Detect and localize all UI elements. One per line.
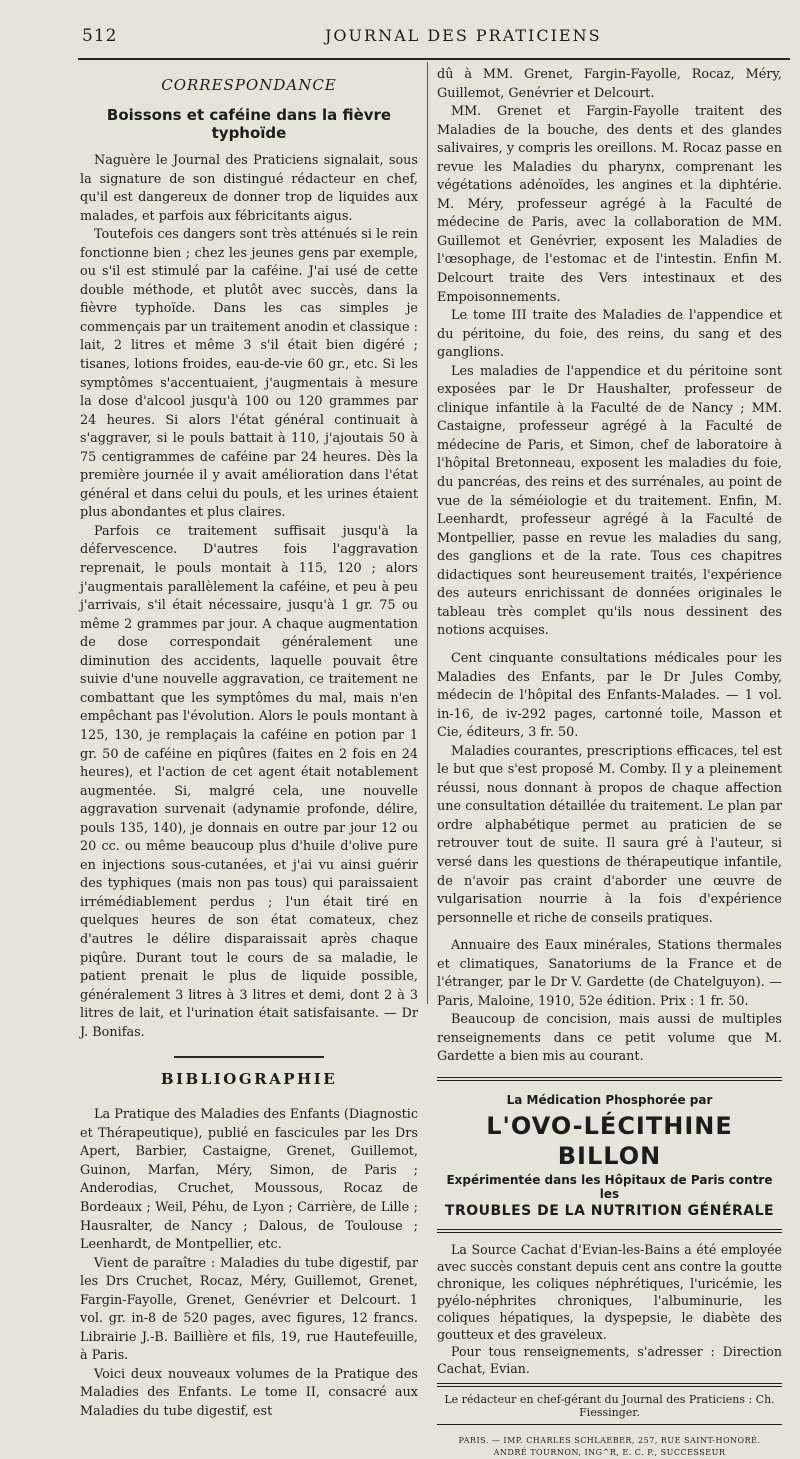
article-paragraph: Parfois ce traitement suffisait jusqu'à la défervescence. D'autres fois l'aggravation reprenait, le pouls montait à 115, 120 ; alors j'augmentais parallèlement la caféine, et peu à peu j'arrivais, s'il était nécessaire, jusqu'à 1 gr. 75 ou même 2 grammes par jour. A chaque augmentation de dose correspondait généralement une diminution des accidents, laquelle pouvait être suivie d'une nouvelle aggravation, ce traitement ne combattant que les symptômes du mal, mais n'en empêchant pas l'évolution. Alors le pouls montant à 125, 130, je remplaçais la caféine en potion par 1 gr. 50 de caféine en piqûres (faites en 2 fois en 24 heures), et l'action de cet agent était notablement augmentée. Si, malgré cela, une nouvelle aggravation survenait (adynamie profonde, délire, pouls 135, 140), je donnais en outre par jour 12 ou 20 cc. ou même beaucoup plus d'huile d'olive pure en injections sous-cutanées, et j'ai vu ainsi guérir des typhiques (mais non pas tous) qui paraissaient irrémédiablement perdus ; l'un était tiré en quelques heures de son état comateux, chez d'autres le délire disparaissait après chaque piqûre. Durant tout le cours de sa maladie, le patient prenait le plus de liquide possible, généralement 3 litres à 3 litres et demi, dont 2 à 3 litres de lait, et l'urination était satisfaisante. — Dr J. Bonifas. xyxy=(80,523,418,1040)
printer-line: PARIS. — IMP. CHARLES SCHLAEBER, 257, RUE SAINT-HONORÉ. xyxy=(458,1435,761,1445)
bibliography-entry: Cent cinquante consultations médicales pour les Maladies des Enfants, par le Dr Jules Comby, médecin de l'hôpital des Enfants-Malades. — 1 vol. in-16, de iv-292 pages, cartonné toile, Masson et Cie, éditeurs, 3 fr. 50. xyxy=(437,650,782,741)
review-paragraph: Beaucoup de concision, mais aussi de multiples renseignements dans ce petit volume que M. Gardette a bien mis au courant. xyxy=(437,1012,782,1065)
page-number: 512 xyxy=(82,26,118,46)
ad-kicker: La Médication Phosphorée par xyxy=(506,1092,713,1107)
journal-title: JOURNAL DES PRATICIENS xyxy=(325,26,602,45)
bibliography-entry: Voici deux nouveaux volumes de la Pratique des Maladies des Enfants. Le tome II, consacré aux Maladies du tube digestif, est xyxy=(80,1366,418,1419)
advertisement-source-cachat xyxy=(437,1233,782,1387)
section-rule xyxy=(174,1056,324,1058)
article-paragraph: Naguère le Journal des Praticiens signalait, sous la signature de son distingué rédacteur en chef, qu'il est dangereux de donner trop de liquides aux malades, et parfois aux fébricitants aigus. xyxy=(80,153,418,224)
advertisement-ovo-lecithine xyxy=(437,1077,782,1233)
running-head xyxy=(0,26,800,50)
bibliography-entry: Annuaire des Eaux minérales, Stations thermales et climatiques, Sanatoriums de la France et de l'étranger, par le Dr V. Gardette (de Chatelguyon). — Paris, Maloine, 1910, 52e édition. Prix : 1 fr. 50. xyxy=(437,938,782,1009)
spacer xyxy=(437,928,782,937)
review-paragraph: Maladies courantes, prescriptions efficaces, tel est le but que s'est proposé M. Comby. Il y a pleinement réussi, nous donnant à propos de chaque affection une consultation détaillée du traitement. Le plan par ordre alphabétique permet au praticien de se retrouver tout de suite. Il saura gré à l'auteur, si versé dans les questions de thérapeutique infantile, de n'avoir pas craint d'aborder une œuvre de vulgarisation nourrie à la fois d'expérience personnelle et riche de conseils pratiques. xyxy=(437,743,782,926)
printer-imprint xyxy=(437,1435,782,1459)
article-title: Boissons et caféine dans la fièvre typhoïde xyxy=(106,106,392,142)
ad-contact: Pour tous renseignements, s'adresser : Direction Cachat, Evian. xyxy=(437,1343,782,1376)
editor-line: Le rédacteur en chef-gérant du Journal des Praticiens : Ch. Fiessinger. xyxy=(437,1393,782,1425)
printer-line: ANDRÉ TOURNON, ING^R, E. C. P., SUCCESSEUR xyxy=(493,1447,726,1457)
left-column xyxy=(80,66,418,1419)
bibliography-entry: La Pratique des Maladies des Enfants (Diagnostic et Thérapeutique), publié en fascicules par les Drs Apert, Barbier, Castaigne, Grenet, Guillemot, Guinon, Marfan, Méry, Simon, de Paris ; Anderodias, Cruchet, Moussous, Rocaz de Bordeaux ; Weil, Péhu, de Lyon ; Carrière, de Lille ; Hausralter, de Nancy ; Dalous, de Toulouse ; Leenhardt, de Montpellier, etc. xyxy=(80,1107,418,1253)
review-paragraph: dû à MM. Grenet, Fargin-Fayolle, Rocaz, Méry, Guillemot, Genévrier et Delcourt. xyxy=(437,67,782,101)
review-paragraph: Le tome III traite des Maladies de l'appendice et du péritoine, du foie, des reins, du sang et des ganglions. xyxy=(437,308,782,361)
section-heading: CORRESPONDANCE xyxy=(161,76,337,94)
review-paragraph: Les maladies de l'appendice et du péritoine sont exposées par le Dr Haushalter, professeur de clinique infantile à la Faculté de de Nancy ; MM. Castaigne, professeur agrégé à la Faculté de médecine de Paris, et Simon, chef de laboratoire à l'hôpital Bretonneau, exposent les maladies du foie, du pancréas, des reins et des surrénales, au point de vue de la séméiologie et du traitement. Enfin, M. Leenhardt, professeur agrégé à la Faculté de Montpellier, passe en revue les maladies du sang, des ganglions et de la rate. Tous ces chapitres didactiques sont heureusement traités, l'expérience des auteurs enrichissant de données originales le tableau très complet qu'ils nous dessinent des notions acquises. xyxy=(437,363,782,639)
ad-headline: TROUBLES DE LA NUTRITION GÉNÉRALE xyxy=(444,1202,775,1219)
ad-subline: Expérimentée dans les Hôpitaux de Paris contre les xyxy=(446,1172,773,1201)
right-column xyxy=(437,66,782,1457)
column-divider xyxy=(427,62,428,1004)
ad-body: La Source Cachat d'Evian-les-Bains a été employée avec succès constant depuis cent ans contre la goutte chronique, les coliques néphrétiques, l'uricémie, les pyélo-néphrites chroniques, l'albuminurie, les coliques hépatiques, la dyspepsie, le diabète des goutteux et des graveleux. xyxy=(437,1241,782,1342)
bibliography-heading: BIBLIOGRAPHIE xyxy=(160,1070,338,1089)
spacer xyxy=(437,641,782,650)
ad-brand: L'OVO-LÉCITHINE BILLON xyxy=(486,1111,733,1170)
header-rule xyxy=(78,58,790,60)
article-paragraph: Toutefois ces dangers sont très atténués si le rein fonctionne bien ; chez les jeunes gens par exemple, ou s'il est stimulé par la caféine. J'ai usé de cette double méthode, et plutôt avec succès, dans la fièvre typhoïde. Dans les cas simples je commençais par un traitement anodin et classique : lait, 2 litres et même 3 s'il était bien digéré ; tisanes, lotions froides, eau-de-vie 60 gr., etc. Si les symptômes s'accentuaient, j'augmentais à mesure la dose d'alcool jusqu'à 100 ou 120 grammes par 24 heures. Si alors l'état général continuait à s'aggraver, si le pouls battait à 110, j'ajoutais 50 à 75 centigrammes de caféine par 24 heures. Dès la première journée il y avait amélioration dans l'état général et dans celui du pouls, et les urines étaient plus abondantes et plus claires. xyxy=(80,227,418,521)
bibliography-entry: Vient de paraître : Maladies du tube digestif, par les Drs Cruchet, Rocaz, Méry, Guillemot, Grenet, Fargin-Fayolle, Grenet, Genévrier et Delcourt. 1 vol. gr. in-8 de 520 pages, avec figures, 12 francs. Librairie J.-B. Baillière et fils, 19, rue Hautefeuille, à Paris. xyxy=(80,1255,418,1364)
review-paragraph: MM. Grenet et Fargin-Fayolle traitent des Maladies de la bouche, des dents et des glandes salivaires, y compris les oreillons. M. Rocaz passe en revue les Maladies du pharynx, comprenant les végétations adénoïdes, les angines et la diphtérie. M. Méry, professeur agrégé à la Faculté de médecine de Paris, avec la collaboration de MM. Guillemot et Genévrier, exposent les Maladies de l'œsophage, de l'estomac et de l'intestin. Enfin M. Delcourt traite des Vers intestinaux et des Empoisonnements. xyxy=(437,104,782,305)
